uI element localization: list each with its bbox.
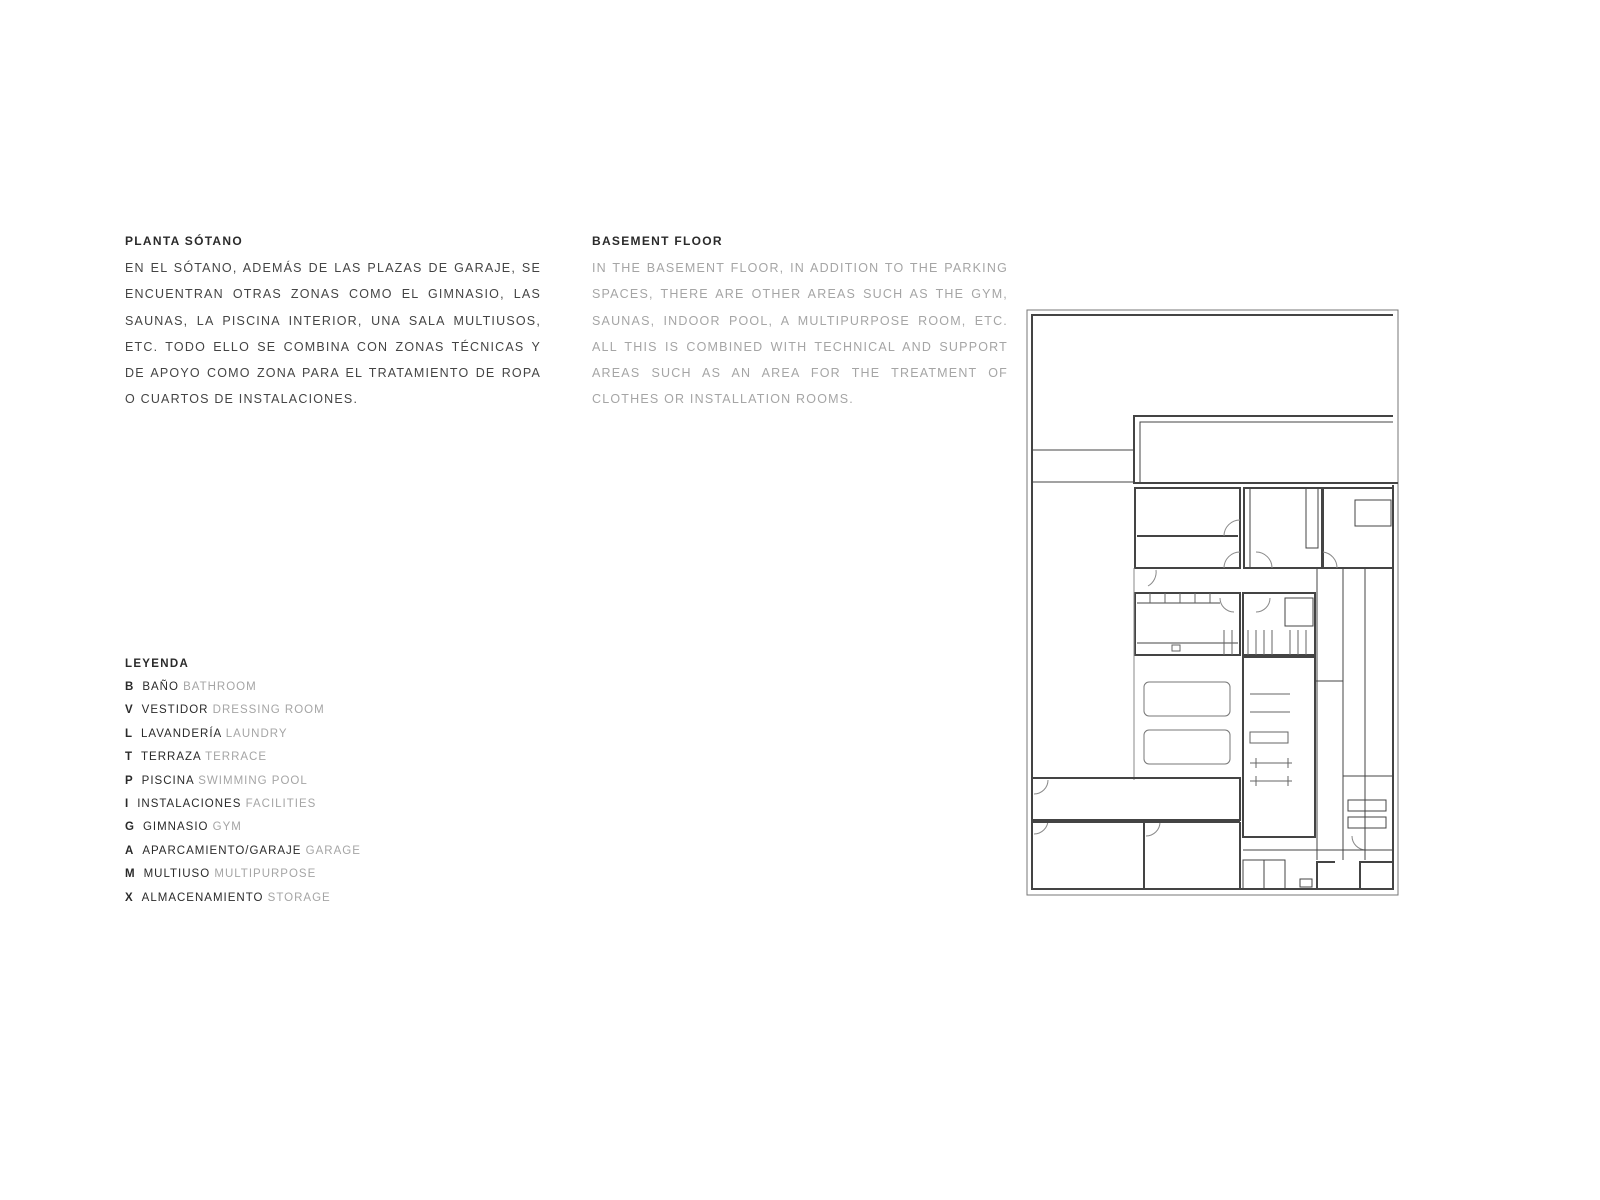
legend-spanish-label: TERRAZA	[141, 751, 202, 764]
rooms-top-row	[1135, 488, 1393, 568]
door-swings	[1034, 520, 1366, 850]
basement-floor-plan	[1020, 300, 1410, 900]
legend-key: B	[125, 681, 135, 693]
legend-item-x	[125, 887, 361, 910]
legend-spanish-label: VESTIDOR	[141, 704, 209, 717]
legend-spanish-label: MULTIUSO	[143, 868, 211, 881]
legend-item-a	[125, 840, 361, 863]
legend-key: P	[125, 774, 134, 787]
legend-spanish-label: APARCAMIENTO/GARAJE	[142, 844, 302, 857]
legend-english-label: LAUNDRY	[225, 727, 288, 740]
legend-item-i	[125, 793, 361, 816]
legend-spanish-label: BAÑO	[142, 681, 179, 693]
legend-key: X	[125, 891, 134, 904]
car-outline	[1144, 730, 1230, 764]
legend-item-m	[125, 863, 361, 886]
legend-spanish-label: ALMACENAMIENTO	[141, 891, 264, 904]
upper-building	[1032, 416, 1398, 483]
legend-english-label: BATHROOM	[183, 681, 257, 693]
legend-title: LEYENDA	[125, 658, 190, 670]
legend-english-label: STORAGE	[267, 891, 331, 904]
legend-spanish-label: LAVANDERÍA	[141, 727, 222, 740]
legend-key: M	[125, 868, 136, 881]
legend-item-g	[125, 816, 361, 839]
legend-spanish-label: INSTALACIONES	[137, 797, 242, 810]
legend-key: L	[125, 727, 134, 740]
legend-english-label: GARAGE	[305, 844, 361, 857]
english-body: IN THE BASEMENT FLOOR, IN ADDITION TO THE PARKING SPACES, THERE ARE OTHER AREAS SUCH AS THE GYM, SAUNAS, INDOOR POOL, A MULTIPURPOSE ROOM, ETC. ALL THIS IS COMBINED WITH TECHNICAL AND SUPPORT AREAS SUCH AS AN AREA FOR THE TREATMENT OF CLOTHES OR INSTALLATION ROOMS.	[592, 261, 1008, 407]
legend-item-p	[125, 770, 361, 793]
gym-equipment	[1250, 694, 1292, 786]
legend-item-t	[125, 746, 361, 769]
english-heading: BASEMENT FLOOR	[592, 234, 723, 248]
legend-item-b	[125, 676, 361, 699]
middle-rooms	[1135, 593, 1315, 655]
legend-english-label: MULTIPURPOSE	[214, 868, 317, 881]
legend-spanish-label: GIMNASIO	[142, 821, 209, 834]
legend-key: A	[125, 844, 135, 857]
legend-item-l	[125, 723, 361, 746]
spanish-body: EN EL SÓTANO, ADEMÁS DE LAS PLAZAS DE GARAJE, SE ENCUENTRAN OTRAS ZONAS COMO EL GIMNASIO, LAS SAUNAS, LA PISCINA INTERIOR, UNA SALA MULTIUSOS, ETC. TODO ELLO SE COMBINA CON ZONAS TÉCNICAS Y DE APOYO COMO ZONA PARA EL TRATAMIENTO DE ROPA O CUARTOS DE INSTALACIONES.	[125, 261, 541, 407]
legend-english-label: FACILITIES	[245, 797, 317, 810]
gym-corridor	[1243, 568, 1393, 860]
legend-english-label: SWIMMING POOL	[198, 774, 308, 787]
legend-key: V	[125, 704, 134, 717]
legend-key: I	[125, 797, 130, 810]
spanish-heading: PLANTA SÓTANO	[125, 234, 244, 248]
legend-item-v	[125, 699, 361, 722]
legend-english-label: GYM	[212, 821, 242, 834]
legend-spanish-label: PISCINA	[141, 774, 195, 787]
legend-key: G	[125, 821, 135, 834]
bottom-rooms	[1032, 822, 1393, 889]
legend-key: T	[125, 751, 134, 764]
legend-english-label: DRESSING ROOM	[212, 704, 325, 717]
legend-english-label: TERRACE	[205, 751, 268, 764]
car-outline	[1144, 682, 1230, 716]
legend	[125, 658, 361, 910]
